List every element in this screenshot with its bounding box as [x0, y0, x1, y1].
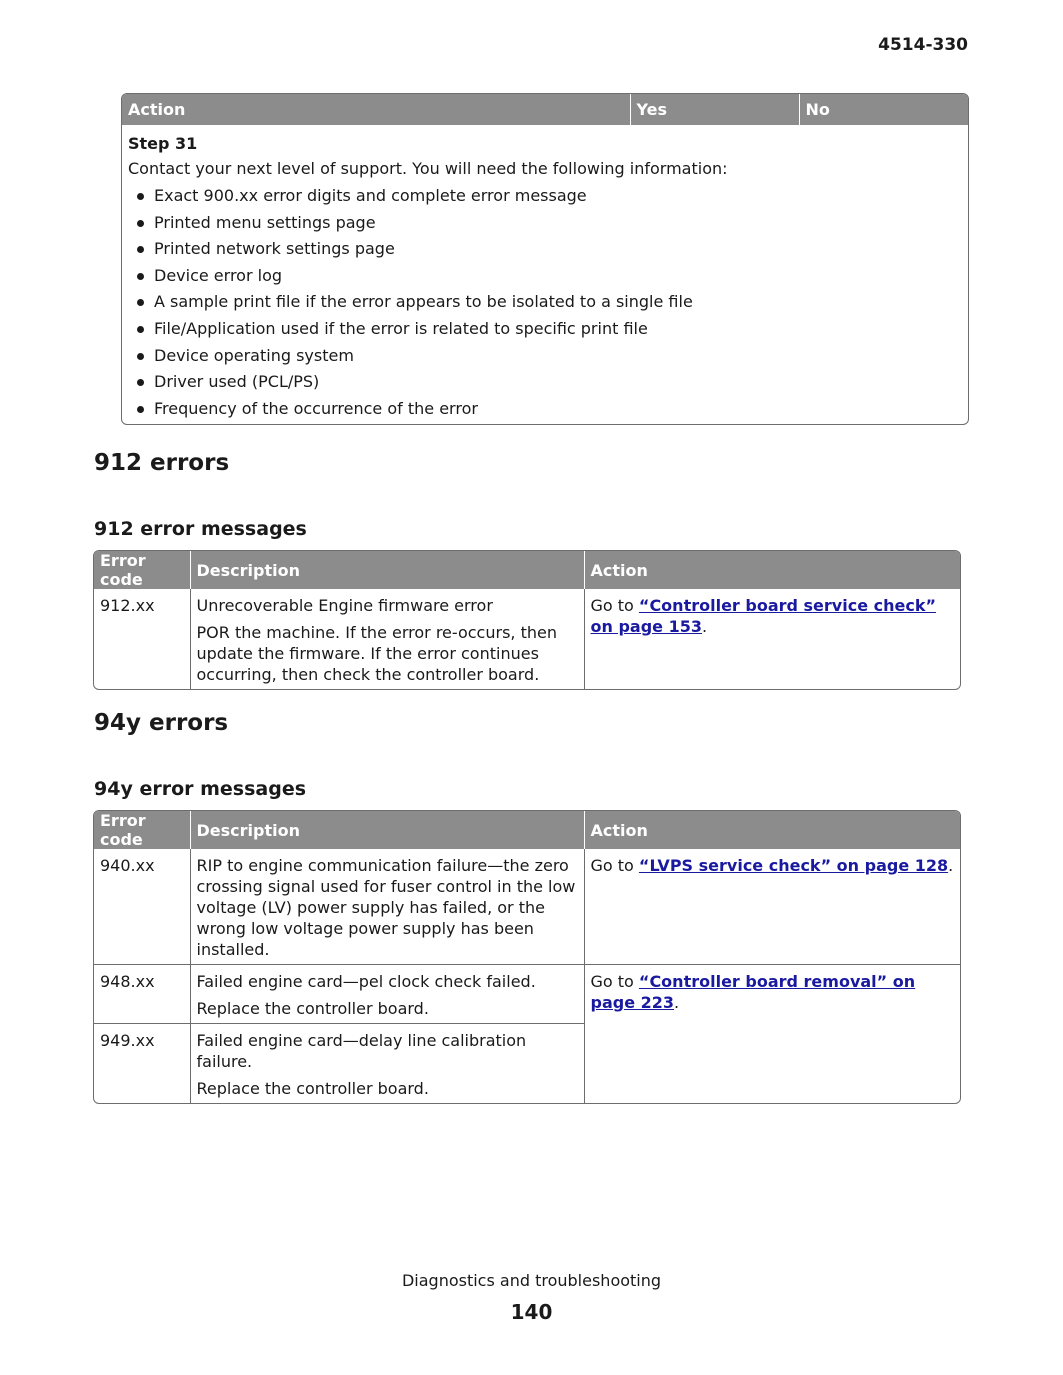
- action-suffix: .: [701, 617, 708, 636]
- error-code-cell: 948.xx: [94, 965, 190, 1024]
- column-header-no: No: [799, 94, 968, 125]
- step-table: [121, 93, 969, 425]
- action-prefix: Go to: [590, 972, 639, 991]
- column-header-action: Action: [584, 551, 960, 589]
- description-text: Replace the controller board.: [196, 999, 429, 1018]
- error-table-912: [93, 550, 961, 690]
- footer-section-title: Diagnostics and troubleshooting: [401, 1271, 662, 1290]
- controller-board-service-check-link[interactable]: “Controller board service check” on page 153: [590, 596, 936, 636]
- list-item: File/Application used if the error is related to specific print file: [128, 316, 962, 343]
- list-item: Frequency of the occurrence of the error: [128, 396, 962, 423]
- section-heading-912: 912 errors: [94, 450, 230, 476]
- list-item: Driver used (PCL/PS): [128, 369, 962, 396]
- description-text: POR the machine. If the error re-occurs, then update the firmware. If the error continues occurring, then check the controller board.: [196, 623, 557, 684]
- action-prefix: Go to: [590, 596, 639, 615]
- action-suffix: .: [674, 993, 680, 1012]
- step-label: Step 31: [128, 134, 198, 153]
- column-header-action: Action: [122, 94, 630, 125]
- action-cell: [584, 965, 960, 1104]
- list-item: Exact 900.xx error digits and complete error message: [128, 183, 962, 210]
- list-item: Device operating system: [128, 343, 962, 370]
- action-suffix: .: [948, 856, 954, 875]
- description-text: Replace the controller board.: [196, 1079, 429, 1098]
- list-item: Printed menu settings page: [128, 210, 962, 237]
- table-row: [94, 965, 960, 1024]
- table-row: [94, 849, 960, 965]
- action-prefix: Go to: [590, 856, 639, 875]
- subheading-912-messages: 912 error messages: [94, 518, 307, 540]
- page-number: 140: [510, 1300, 553, 1324]
- list-item: A sample print file if the error appears to be isolated to a single file: [128, 289, 962, 316]
- step-cell: [122, 125, 968, 424]
- list-item: Printed network settings page: [128, 236, 962, 263]
- error-code-cell: 949.xx: [94, 1024, 190, 1104]
- error-table-94y: [93, 810, 961, 1104]
- description-text: Failed engine card—pel clock check failed.: [196, 972, 536, 991]
- action-cell: [584, 849, 960, 965]
- column-header-description: Description: [190, 551, 584, 589]
- column-header-description: Description: [190, 811, 584, 849]
- info-list: [128, 183, 962, 422]
- column-header-yes: Yes: [630, 94, 799, 125]
- action-cell: [584, 589, 960, 689]
- table-row: [94, 589, 960, 689]
- description-cell: [190, 1024, 584, 1104]
- description-text: Unrecoverable Engine firmware error: [196, 596, 493, 615]
- description-cell: [190, 965, 584, 1024]
- column-header-error-code: Error code: [94, 811, 190, 849]
- section-heading-94y: 94y errors: [94, 710, 229, 736]
- error-code-cell: 912.xx: [100, 596, 155, 615]
- description-cell: [190, 589, 584, 689]
- document-id: 4514-330: [878, 35, 968, 55]
- subheading-94y-messages: 94y error messages: [94, 778, 307, 800]
- lvps-service-check-link[interactable]: “LVPS service check” on page 128: [638, 856, 949, 875]
- description-cell: RIP to engine communication failure—the zero crossing signal used for fuser control in the low voltage (LV) power supply has failed, or the wrong low voltage power supply has been installed.: [190, 849, 584, 965]
- step-lead-text: Contact your next level of support. You will need the following information:: [128, 159, 728, 178]
- error-code-cell: 940.xx: [100, 856, 155, 875]
- controller-board-removal-link[interactable]: “Controller board removal” on page 223: [590, 972, 916, 1012]
- list-item: Device error log: [128, 263, 962, 290]
- column-header-error-code: Error code: [94, 551, 190, 589]
- description-text: Failed engine card—delay line calibration failure.: [196, 1031, 527, 1071]
- column-header-action: Action: [584, 811, 960, 849]
